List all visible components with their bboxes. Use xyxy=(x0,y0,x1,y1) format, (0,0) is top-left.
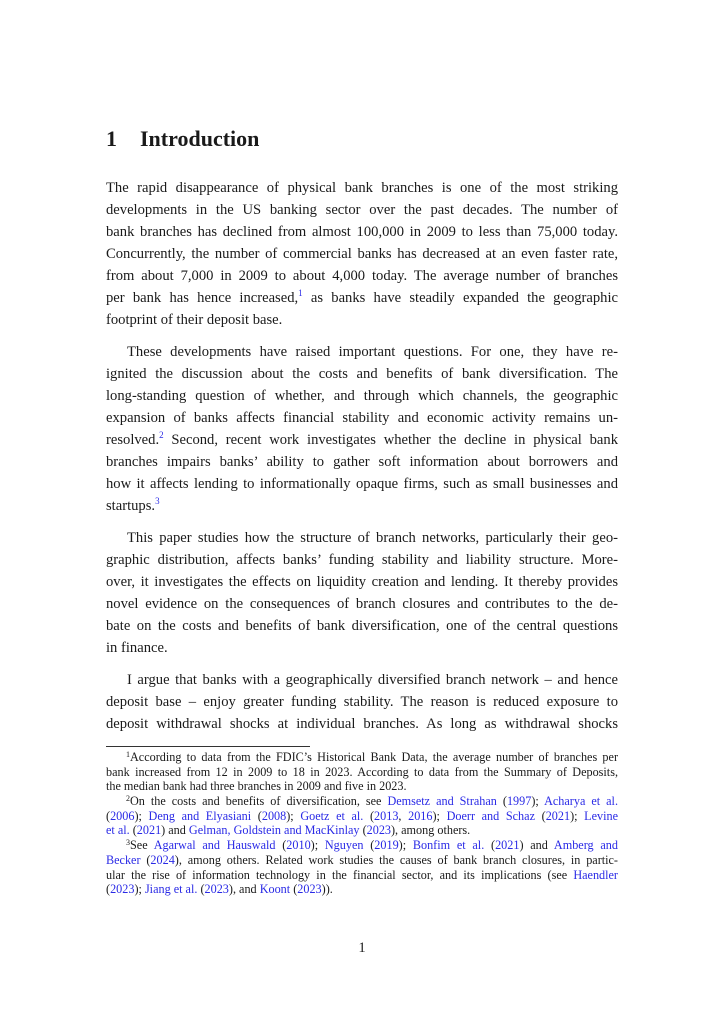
citation-link[interactable]: Goetz et al. xyxy=(300,808,364,823)
text-run: bate on the costs and benefits of bank diversification, one of the central questions xyxy=(106,618,618,634)
text-line xyxy=(106,809,618,824)
text-run: ); xyxy=(432,808,447,823)
text-run: ); xyxy=(310,838,325,853)
text-run: ) and xyxy=(161,823,189,838)
paragraph xyxy=(106,527,618,659)
text-line xyxy=(106,385,618,407)
text-run: ( xyxy=(275,838,287,853)
citation-link[interactable]: 2021 xyxy=(545,808,571,823)
text-run: long-standing question of whether, and through which channels, the geographic xyxy=(106,388,618,404)
citation-link[interactable]: Amberg and xyxy=(553,838,618,853)
text-run: ( xyxy=(140,852,151,867)
text-line xyxy=(106,571,618,593)
text-line xyxy=(106,593,618,615)
text-line xyxy=(106,287,618,309)
text-run: expansion of banks affects financial stability and economic activity remains un- xyxy=(106,410,618,426)
citation-link[interactable]: et al. xyxy=(106,823,130,838)
citation-link[interactable]: Koont xyxy=(259,882,291,897)
text-line xyxy=(106,882,618,897)
text-line xyxy=(106,750,618,765)
text-run: as banks have steadily expanded the geographic xyxy=(302,290,618,306)
citation-link[interactable]: 1997 xyxy=(506,794,532,809)
citation-link[interactable]: 2010 xyxy=(286,838,311,853)
text-line xyxy=(106,691,618,713)
footnote-marker: 3 xyxy=(126,838,130,848)
text-line xyxy=(106,527,618,549)
paragraph xyxy=(106,177,618,331)
citation-link[interactable]: Agarwal and Hauswald xyxy=(153,838,276,853)
text-run: ); xyxy=(570,808,585,823)
citation-link[interactable]: 2023 xyxy=(110,882,135,897)
text-run: deposit withdrawal shocks at individual branches. As long as withdrawal shocks xyxy=(106,716,618,732)
citation-link[interactable]: Bonfim et al. xyxy=(412,838,485,853)
text-run: On the costs and benefits of diversification, see xyxy=(130,794,388,809)
text-run: ( xyxy=(496,794,507,809)
text-run: ( xyxy=(534,808,546,823)
citation-link[interactable]: Acharya et al. xyxy=(544,794,618,809)
text-run: graphic distribution, affects banks’ funding stability and liability structure. More- xyxy=(106,552,618,568)
text-line xyxy=(106,765,618,780)
citation-link[interactable]: Haendler xyxy=(573,867,618,882)
text-line xyxy=(106,495,618,517)
citation-link[interactable]: 2024 xyxy=(150,852,175,867)
text-run: per bank has hence increased, xyxy=(106,290,299,306)
citation-link[interactable]: Gelman, Goldstein and MacKinlay xyxy=(188,823,360,838)
text-run: from about 7,000 in 2009 to about 4,000 today. The average number of branches xyxy=(106,268,618,284)
text-run: startups. xyxy=(106,498,156,514)
citation-link[interactable]: 2023 xyxy=(366,823,391,838)
text-run: ( xyxy=(106,882,111,897)
citation-link[interactable]: Levine xyxy=(584,808,618,823)
text-run: ); xyxy=(531,794,545,809)
text-line xyxy=(106,823,618,838)
footnote-marker: 2 xyxy=(126,794,130,804)
text-line xyxy=(106,669,618,691)
text-line xyxy=(106,429,618,451)
text-run: ular the rise of information technology in the financial sector, and its implications (see xyxy=(106,867,574,882)
text-run: developments in the US banking sector over the past decades. The number of xyxy=(106,202,618,218)
text-run: ); xyxy=(134,882,145,897)
text-run: ( xyxy=(106,808,111,823)
text-run: ignited the discussion about the costs and benefits of bank diversification. The xyxy=(106,366,618,382)
text-run: ( xyxy=(197,882,205,897)
text-line xyxy=(106,713,618,735)
section-title: Introduction xyxy=(140,126,260,151)
footnote xyxy=(106,750,618,794)
text-line xyxy=(106,838,618,853)
text-line xyxy=(106,779,618,794)
paragraph xyxy=(106,669,618,735)
citation-link[interactable]: 2021 xyxy=(136,823,162,838)
text-run: ( xyxy=(129,823,137,838)
text-run: novel evidence on the consequences of branch closures and contributes to the de- xyxy=(106,596,618,612)
text-line xyxy=(106,341,618,363)
text-line xyxy=(106,177,618,199)
text-run: These developments have raised important questions. For one, they have re- xyxy=(127,344,618,360)
text-run: ( xyxy=(363,808,375,823)
text-line xyxy=(106,637,618,659)
section-number: 1 xyxy=(106,126,117,151)
text-run: the median bank had three branches in 2009 and five in 2023. xyxy=(106,779,407,794)
text-line xyxy=(106,265,618,287)
text-run: resolved. xyxy=(106,432,160,448)
citation-link[interactable]: Doerr and Schaz xyxy=(446,808,535,823)
text-run: over, it investigates the effects on liquidity creation and lending. It thereby provides xyxy=(106,574,618,590)
text-run: )). xyxy=(321,882,333,897)
footnote-marker[interactable]: 1 xyxy=(298,288,303,298)
citation-link[interactable]: Nguyen xyxy=(324,838,364,853)
citation-link[interactable]: 2008 xyxy=(261,808,287,823)
text-line xyxy=(106,549,618,571)
paragraph xyxy=(106,341,618,517)
section-heading xyxy=(106,126,259,152)
footnote-marker[interactable]: 3 xyxy=(155,496,160,506)
text-line xyxy=(106,221,618,243)
text-run: deposit base – enjoy greater funding stability. The reason is reduced exposure to xyxy=(106,694,618,710)
text-run: bank branches has declined from almost 100,000 in 2009 to less than 75,000 today. xyxy=(106,224,618,240)
text-run: ); xyxy=(134,808,149,823)
footnote-marker[interactable]: 2 xyxy=(159,430,164,440)
citation-link[interactable]: 2023 xyxy=(204,882,229,897)
body-text xyxy=(106,177,618,745)
text-line xyxy=(106,363,618,385)
text-run: in finance. xyxy=(106,640,168,656)
text-run: , xyxy=(398,808,409,823)
text-run: ), among others. Related work studies the causes of bank branch closures, in partic- xyxy=(174,852,618,867)
text-run: ( xyxy=(290,882,298,897)
text-run: See xyxy=(130,838,154,853)
text-run: ), and xyxy=(228,882,260,897)
text-run: bank increased from 12 in 2009 to 18 in 2023. According to data from the Summary of Deposits, xyxy=(106,764,618,779)
citation-link[interactable]: 2013 xyxy=(374,808,399,823)
citation-link[interactable]: 2019 xyxy=(374,838,399,853)
text-run: ), among others. xyxy=(391,823,471,838)
text-run: I argue that banks with a geographically diversified branch network – and hence xyxy=(127,672,618,688)
footnote xyxy=(106,794,618,838)
text-run: The rapid disappearance of physical bank branches is one of the most striking xyxy=(106,180,618,196)
text-run: how it affects lending to informationally opaque firms, such as small businesses and xyxy=(106,476,618,492)
citation-link[interactable]: 2023 xyxy=(297,882,322,897)
text-run: ( xyxy=(359,823,367,838)
text-line xyxy=(106,853,618,868)
text-run: ( xyxy=(251,808,262,823)
citation-link[interactable]: Deng and Elyasiani xyxy=(148,808,252,823)
text-run: footprint of their deposit base. xyxy=(106,312,283,328)
text-run: ); xyxy=(398,838,413,853)
text-line xyxy=(106,794,618,809)
text-line xyxy=(106,199,618,221)
text-line xyxy=(106,451,618,473)
text-run: branches impairs banks’ ability to gather soft information about borrowers and xyxy=(106,454,618,470)
text-run: Concurrently, the number of commercial banks has decreased at an even faster rate, xyxy=(106,246,618,262)
citation-link[interactable]: Demsetz and Strahan xyxy=(387,794,497,809)
footnote-rule xyxy=(106,746,310,747)
text-line xyxy=(106,473,618,495)
text-line xyxy=(106,407,618,429)
text-line xyxy=(106,615,618,637)
text-run: ( xyxy=(363,838,375,853)
text-run: ( xyxy=(484,838,496,853)
text-run: ) and xyxy=(519,838,554,853)
text-line xyxy=(106,309,618,331)
text-line xyxy=(106,868,618,883)
citation-link[interactable]: 2006 xyxy=(110,808,135,823)
citation-link[interactable]: Jiang et al. xyxy=(144,882,198,897)
text-run: According to data from the FDIC’s Historical Bank Data, the average number of branches per xyxy=(130,750,618,764)
footnote xyxy=(106,838,618,897)
text-line xyxy=(106,243,618,265)
text-run: This paper studies how the structure of branch networks, particularly their geo- xyxy=(127,530,618,546)
text-run: ); xyxy=(286,808,301,823)
page-number: 1 xyxy=(358,940,366,956)
text-run: Second, recent work investigates whether the decline in physical bank xyxy=(163,432,618,448)
citation-link[interactable]: Becker xyxy=(106,852,141,867)
footnotes xyxy=(106,750,618,897)
citation-link[interactable]: 2021 xyxy=(495,838,520,853)
footnote-marker: 1 xyxy=(126,750,130,759)
citation-link[interactable]: 2016 xyxy=(408,808,433,823)
